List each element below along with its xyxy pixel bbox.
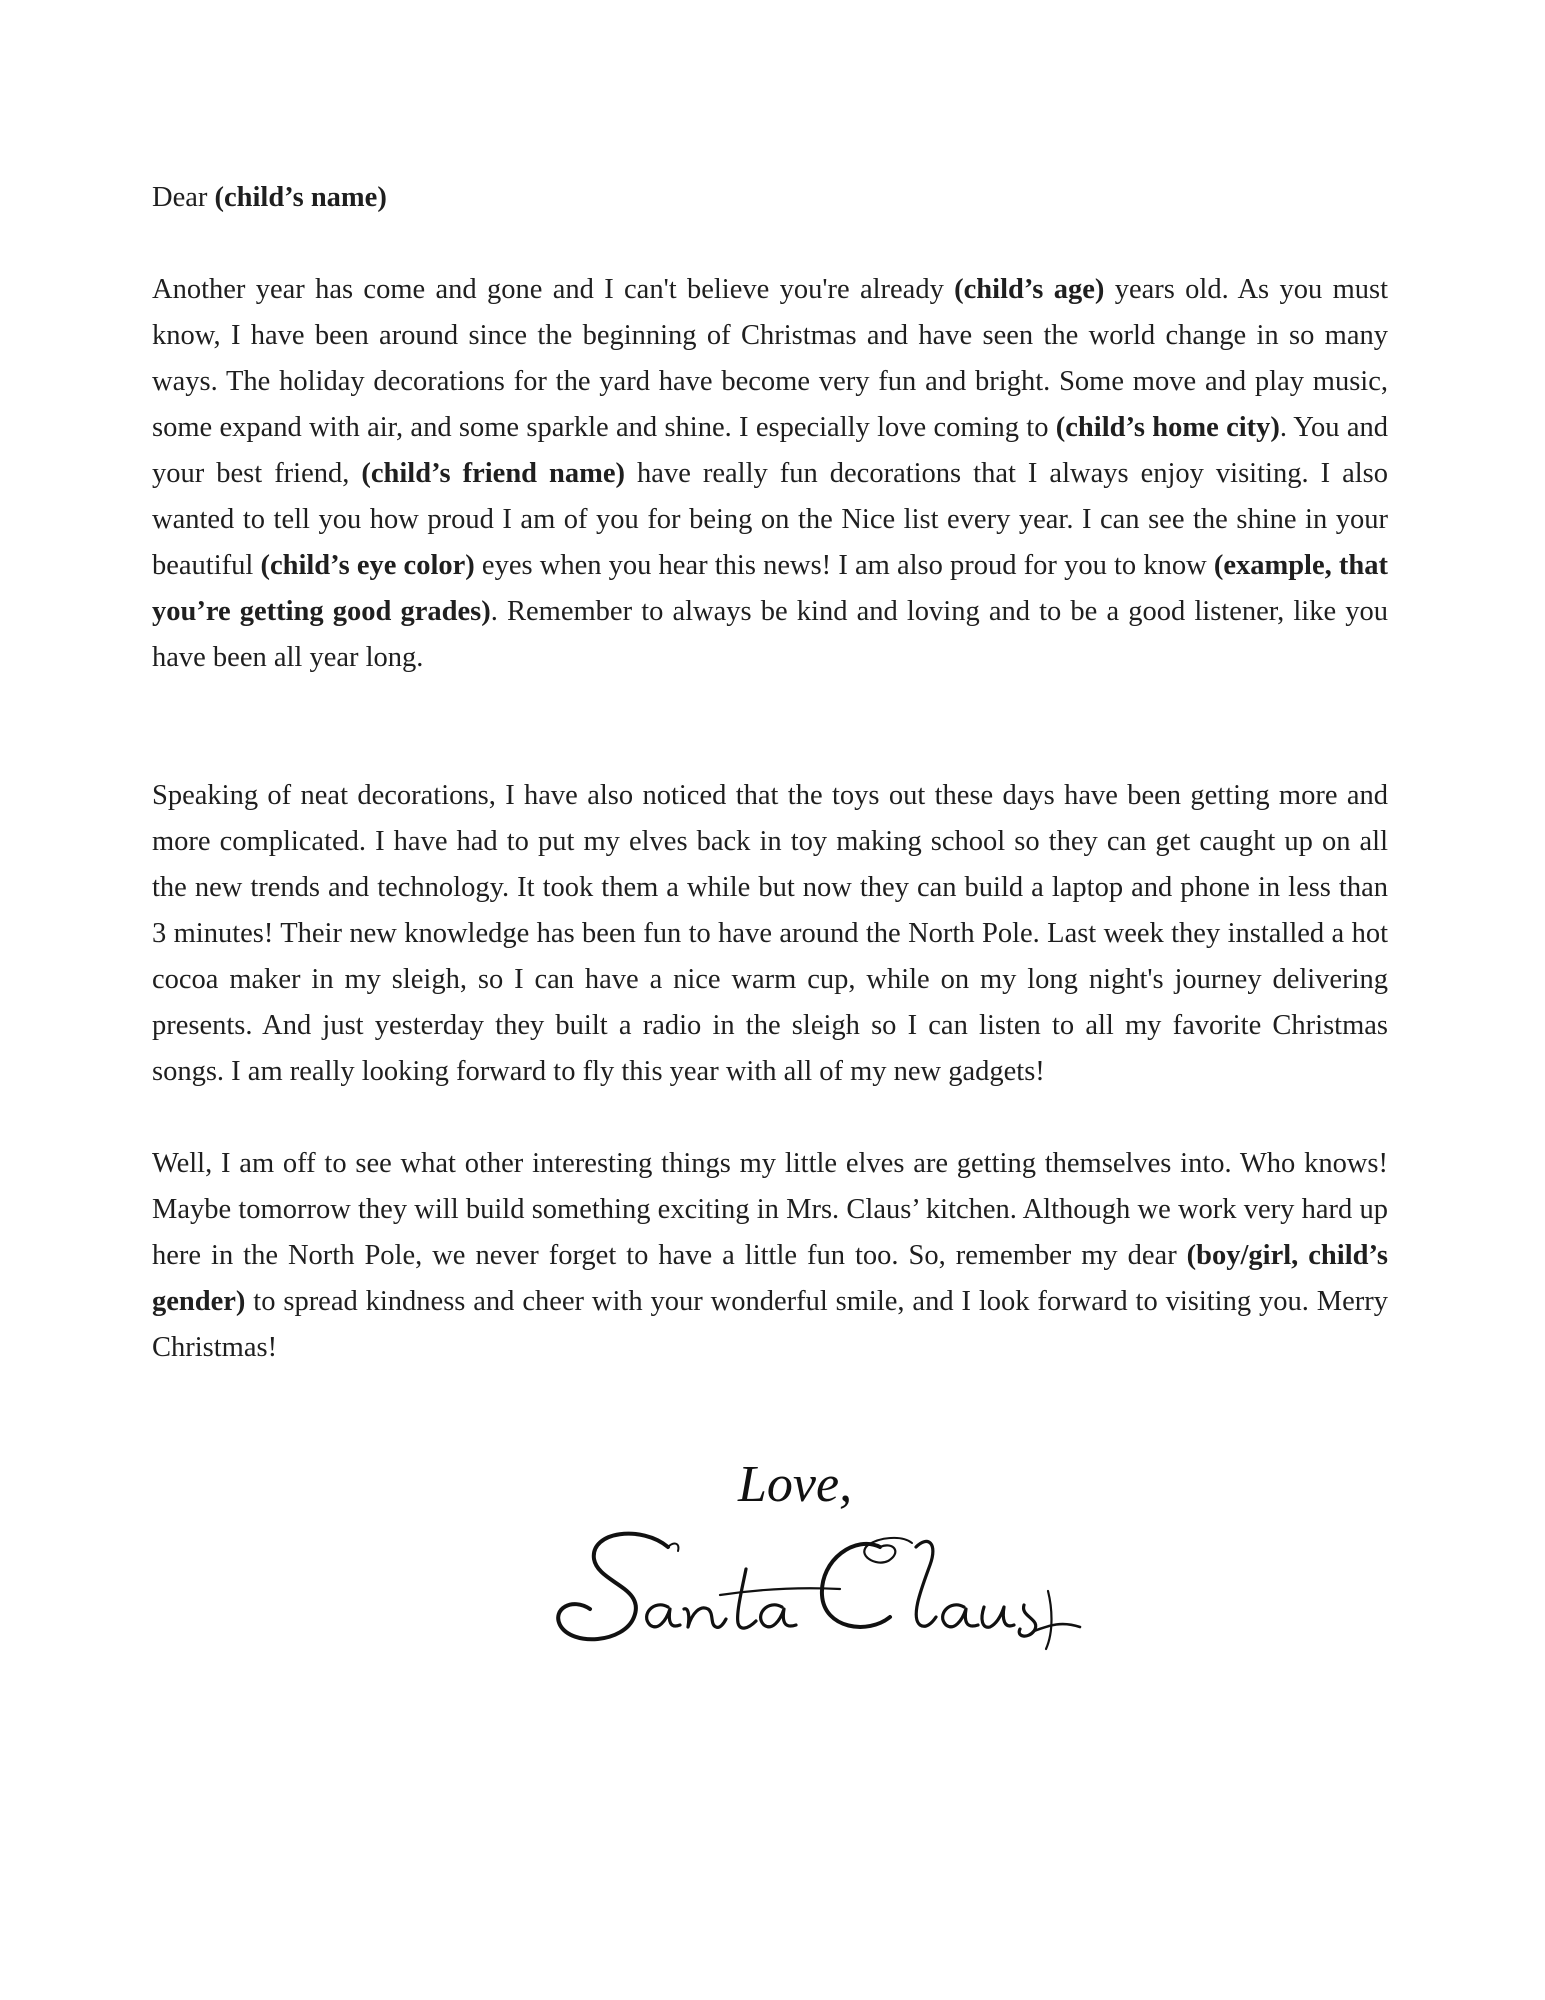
placeholder-child-name: (child’s name) [214, 182, 387, 213]
paragraph-1-text: . You and your best friend, [152, 412, 1388, 489]
placeholder-child-friend-name: (child’s friend name) [361, 458, 626, 489]
placeholder-child-gender: (boy/girl, child’s gender) [152, 1240, 1388, 1317]
letter-body [152, 175, 1388, 1371]
paragraph-3-text: to spread kindness and cheer with your wonderful smile, and I look forward to visiting you. Merry Christmas! [152, 1286, 1388, 1363]
placeholder-child-age: (child’s age) [954, 274, 1105, 305]
paragraph-3 [152, 1141, 1388, 1371]
placeholder-child-eye-color: (child’s eye color) [260, 550, 475, 581]
placeholder-example: (example, that you’re getting good grades) [152, 550, 1388, 627]
paragraph-1-text: have really fun decorations that I always enjoy visiting. I also wanted to tell you how proud I am of you for being on the Nice list every year. I can see the shine in your beautiful [152, 458, 1389, 581]
paragraph-3-text: Well, I am off to see what other interesting things my little elves are getting themselves into. Who knows! Maybe tomorrow they will build something exciting in Mrs. Claus’ kitchen. Although we work very hard up here in the North Pole, we never forget to have a little fun too. So, remember my dear [152, 1148, 1388, 1271]
santa-claus-signature [550, 1525, 1130, 1655]
paragraph-1-text: years old. As you must know, I have been around since the beginning of Christmas and have seen the world change in so many ways. The holiday decorations for the yard have become very fun and bright. Some move and play music, some expand with air, and some sparkle and shine. I especially love coming to [152, 274, 1389, 443]
paragraph-1-text: eyes when you hear this news! I am also proud for you to know [474, 550, 1214, 581]
paragraph-1-text: . Remember to always be kind and loving and to be a good listener, like you have been all year long. [152, 596, 1389, 673]
paragraph-1 [152, 267, 1388, 681]
greeting-line [152, 175, 1388, 221]
paragraph-2: Speaking of neat decorations, I have also noticed that the toys out these days have been getting more and more complicated. I have had to put my elves back in toy making school so they can get caught up on all the new trends and technology. It took them a while but now they can build a laptop and phone in less than 3 minutes! Their new knowledge has been fun to have around the North Pole. Last week they installed a hot cocoa maker in my sleigh, so I can have a nice warm cup, while on my long night's journey delivering presents. And just yesterday they built a radio in the sleigh so I can listen to all my favorite Christmas songs. I am really looking forward to fly this year with all of my new gadgets! [152, 780, 1388, 1087]
paragraph-1-text: Another year has come and gone and I can't believe you're already [152, 274, 955, 305]
placeholder-child-home-city: (child’s home city) [1055, 412, 1280, 443]
closing-love: Love, [738, 1456, 853, 1513]
greeting-text: Dear [152, 182, 215, 213]
